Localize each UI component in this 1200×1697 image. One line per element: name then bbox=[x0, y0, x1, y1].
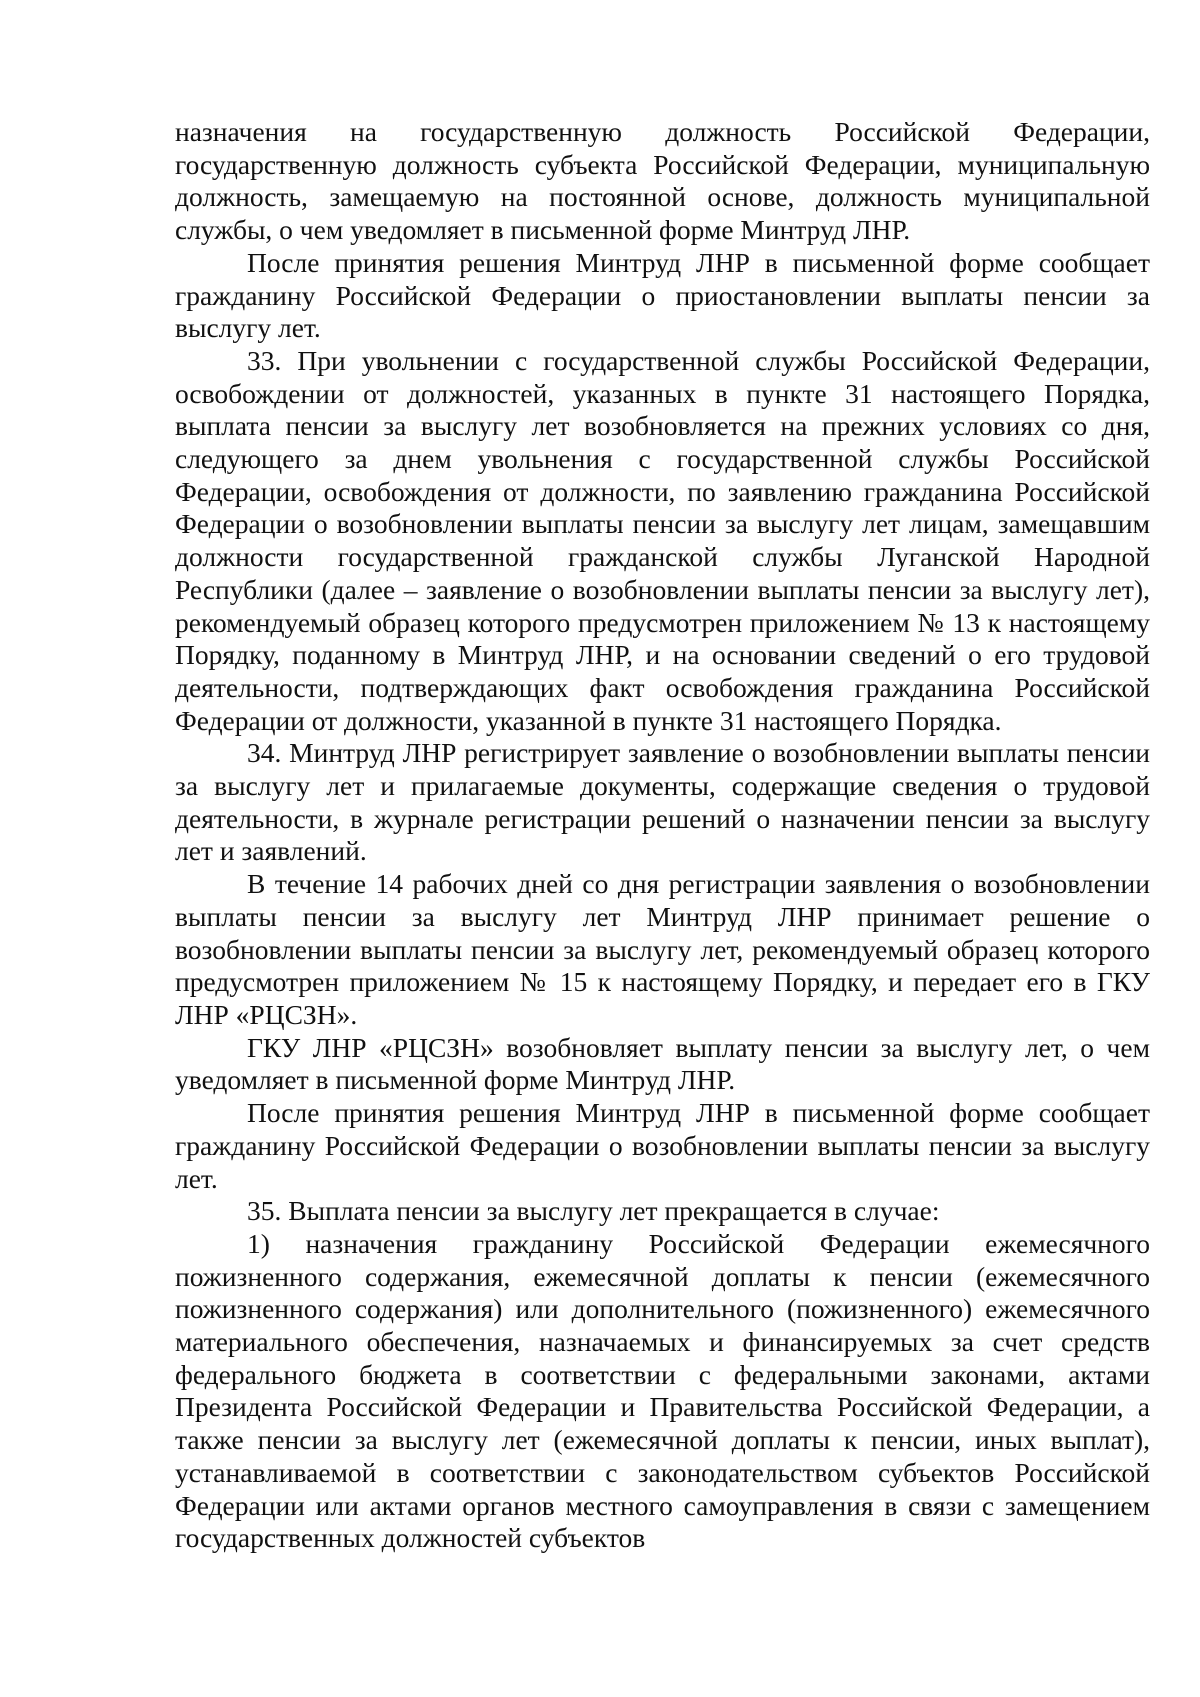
paragraph-clause-35: 35. Выплата пенсии за выслугу лет прекращается в случае: bbox=[247, 1195, 940, 1227]
paragraph-rcszn-resumes: ГКУ ЛНР «РЦСЗН» возобновляет выплату пенсии за выслугу лет, о чем уведомляет в письменной форме Минтруд ЛНР. bbox=[175, 1031, 1150, 1096]
paragraph-suspension-notice: После принятия решения Минтруд ЛНР в письменной форме сообщает гражданину Российской Федерации о приостановлении выплаты пенсии за выслугу лет. bbox=[175, 246, 1150, 344]
paragraph-clause-35-item-1: 1) назначения гражданину Российской Федерации ежемесячного пожизненного содержания, ежемесячной доплаты к пенсии (ежемесячного пожизненного содержания) или дополнительного (пожизненного) ежемесячного материального обеспечения, назначаемых и финансируемых за счет средств федерального бюджета в соответствии с федеральными законами, актами Президента Российской Федерации и Правительства Российской Федерации, а также пенсии за выслугу лет (ежемесячной доплаты к пенсии, иных выплат), устанавливаемой в соответствии с законодательством субъектов Российской Федерации или актами органов местного самоуправления в связи с замещением государственных должностей субъектов bbox=[175, 1227, 1150, 1554]
paragraph-appointment-continuation: назначения на государственную должность Российской Федерации, государственную должность субъекта Российской Федерации, муниципальную должность, замещаемую на постоянной основе, должность муниципальной службы, о чем уведомляет в письменной форме Минтруд ЛНР. bbox=[175, 116, 1150, 246]
paragraph-clause-34: 34. Минтруд ЛНР регистрирует заявление о возобновлении выплаты пенсии за выслугу лет и прилагаемые документы, содержащие сведения о трудовой деятельности, в журнале регистрации решений о назначении пенсии за выслугу лет и заявлений. bbox=[175, 737, 1150, 867]
paragraph-resumption-notice: После принятия решения Минтруд ЛНР в письменной форме сообщает гражданину Российской Федерации о возобновлении выплаты пенсии за выслугу лет. bbox=[175, 1097, 1150, 1194]
paragraph-clause-33: 33. При увольнении с государственной службы Российской Федерации, освобождении от должностей, указанных в пункте 31 настоящего Порядка, выплата пенсии за выслугу лет возобновляется на прежних условиях со дня, следующего за днем увольнения с государственной службы Российской Федерации, освобождения от должности, по заявлению гражданина Российской Федерации о возобновлении выплаты пенсии за выслугу лет лицам, замещавшим должности государственной гражданской службы Луганской Народной Республики (далее – заявление о возобновлении выплаты пенсии за выслугу лет), рекомендуемый образец которого предусмотрен приложением № 13 к настоящему Порядку, поданному в Минтруд ЛНР, и на основании сведений о его трудовой деятельности, подтверждающих факт освобождения гражданина Российской Федерации от должности, указанной в пункте 31 настоящего Порядка. bbox=[175, 344, 1150, 736]
paragraph-14-days-decision: В течение 14 рабочих дней со дня регистрации заявления о возобновлении выплаты пенсии за выслугу лет Минтруд ЛНР принимает решение о возобновлении выплаты пенсии за выслугу лет, рекомендуемый образец которого предусмотрен приложением № 15 к настоящему Порядку, и передает его в ГКУ ЛНР «РЦСЗН». bbox=[175, 868, 1150, 1030]
document-body bbox=[175, 116, 1150, 1555]
